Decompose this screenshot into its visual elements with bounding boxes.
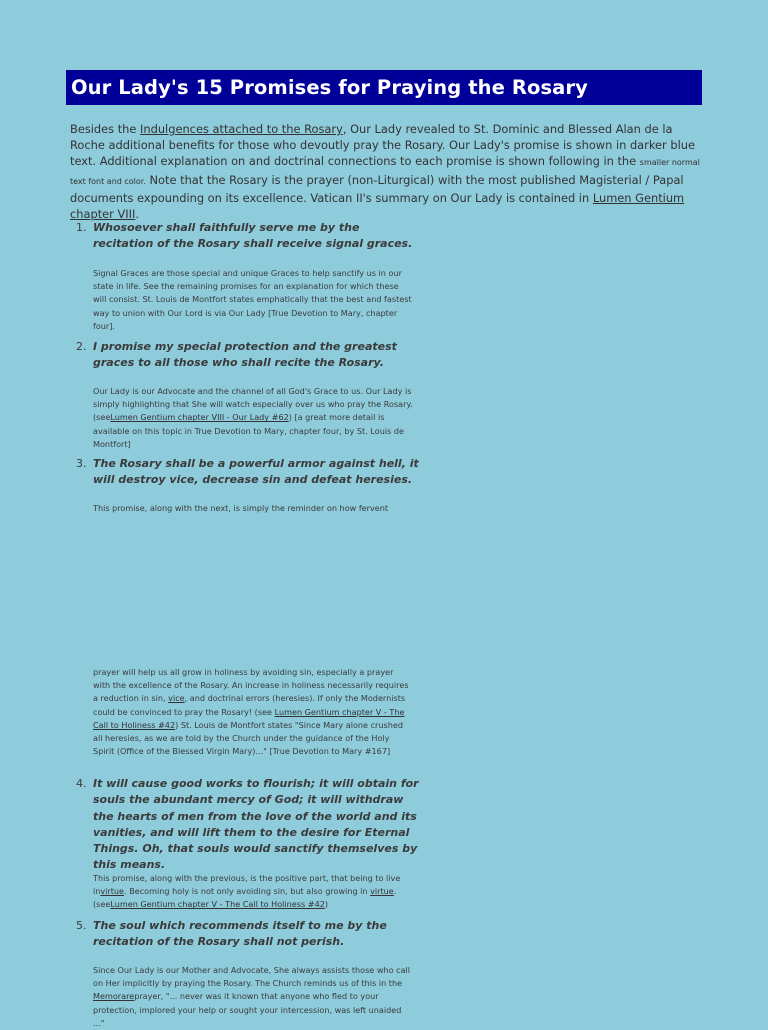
virtue-link[interactable]: virtue bbox=[370, 886, 394, 897]
explanation-text: ) bbox=[324, 899, 329, 910]
intro-text: Besides the bbox=[70, 122, 141, 136]
intro-text: Note that the Rosary is the prayer (non-Liturgical) with the most published Magisterial / Papal documents expounding on its excellence. Vatican II's summary on Our Lady is contained in bbox=[70, 172, 684, 205]
lumen-gentium-42-link[interactable]: Lumen Gentium chapter V - The Call to Holiness #42 bbox=[93, 706, 405, 730]
promise-5-explanation bbox=[93, 964, 413, 1030]
promise-3-explanation bbox=[93, 666, 413, 758]
explanation-text: . Becoming holy is not only avoiding sin, but also growing in bbox=[124, 886, 371, 897]
explanation-text: Since Our Lady is our Mother and Advocate, She always assists those who call on Her implicitly by praying the Rosary. The Church reminds us of this in the bbox=[93, 965, 411, 989]
lumen-gentium-viii-link[interactable]: Lumen Gentium chapter VIII bbox=[70, 190, 685, 222]
vice-link[interactable]: vice bbox=[168, 693, 185, 704]
promise-4-explanation bbox=[93, 872, 413, 912]
promise-text: I promise my special protection and the greatest graces to all those who shall recite the Rosary. bbox=[93, 340, 397, 370]
promise-text: The Rosary shall be a powerful armor against hell, it will destroy vice, decrease sin and defeat heresies. bbox=[93, 457, 419, 487]
explanation-text: , and doctrinal errors (heresies). If only the Modernists could be convinced to pray the Rosary! (see bbox=[93, 693, 406, 717]
explanation-text: . (see bbox=[93, 886, 397, 910]
promise-3 bbox=[76, 456, 421, 489]
promise-text: The soul which recommends itself to me by the recitation of the Rosary shall not perish. bbox=[93, 919, 387, 949]
intro-text: . bbox=[135, 207, 139, 222]
page-title: Our Lady's 15 Promises for Praying the Rosary bbox=[71, 76, 588, 99]
promise-text: Whosoever shall faithfully serve me by the recitation of the Rosary shall receive signal graces. bbox=[93, 221, 413, 251]
explanation-text: This promise, along with the previous, is the positive part, that being to live in bbox=[93, 873, 401, 897]
promise-text: It will cause good works to flourish; it will obtain for souls the abundant mercy of God; it will withdraw the hearts of men from the love of the world and its vanities, and will lift them to the desire for Eternal Things. Oh, that souls would sanctify themselves by this means. bbox=[93, 777, 419, 872]
title-bar bbox=[66, 70, 702, 105]
promise-2-explanation bbox=[93, 385, 413, 451]
explanation-text: ) [a great more detail is available on this topic in True Devotion to Mary, chapter four, by St. Louis de Montfort] bbox=[93, 412, 404, 449]
intro-paragraph bbox=[70, 121, 706, 222]
promise-number: 5. bbox=[76, 919, 87, 932]
explanation-text: prayer, "... never was it known that anyone who fled to your protection, implored your help or sought your intercession, was left unaided ..." bbox=[93, 991, 402, 1028]
explanation-text: Our Lady is our Advocate and the channel of all God's Grace to us. Our Lady is simply highlighting that She will watch especially over us who pray the Rosary. (see bbox=[93, 386, 413, 423]
promise-number: 4. bbox=[76, 777, 87, 790]
explanation-text: ) St. Louis de Montfort states "Since Mary alone crushed all heresies, as we are told by the Church under the guidance of the Holy Spirit (Office of the Blessed Virgin Mary)..." [True Devotion to Mary #167] bbox=[93, 719, 403, 757]
intro-text: , Our Lady revealed to St. Dominic and Blessed Alan de la Roche additional benefits for those who devoutly pray the Rosary. Our Lady's promise is shown in darker blue text. Additional explanation on and doctrinal connections to each promise is shown following in the bbox=[70, 122, 695, 169]
promise-3-explanation-top: This promise, along with the next, is simply the reminder on how fervent bbox=[93, 503, 389, 513]
lumen-gentium-42-link[interactable]: Lumen Gentium chapter V - The Call to Holiness #42 bbox=[110, 899, 325, 910]
lumen-gentium-62-link[interactable]: Lumen Gentium chapter VIII - Our Lady #62 bbox=[110, 412, 289, 423]
promise-number: 3. bbox=[76, 457, 87, 470]
promise-4 bbox=[76, 776, 421, 874]
promise-number: 1. bbox=[76, 221, 87, 234]
explanation-text: prayer will help us all grow in holiness by avoiding sin, especially a prayer with the excellence of the Rosary. An increase in holiness necessarily requires a reduction in sin, bbox=[93, 667, 409, 704]
memorare-link[interactable]: Memorare bbox=[93, 991, 135, 1002]
intro-small-text: smaller normal text font and color. bbox=[70, 158, 700, 186]
promise-1-explanation: Signal Graces are those special and unique Graces to help sanctify us in our state in life. See the remaining promises for an explanation for which these will consist. St. Louis de Montfort states emphatically that the best and fastest way to union with Our Lord is via Our Lady [True Devotion to Mary, chapter four]. bbox=[93, 268, 412, 331]
promise-number: 2. bbox=[76, 340, 87, 353]
promise-1 bbox=[76, 220, 421, 253]
promise-2 bbox=[76, 339, 421, 372]
virtue-link[interactable]: virtue bbox=[100, 886, 125, 897]
promise-5 bbox=[76, 918, 421, 951]
indulgences-link[interactable]: Indulgences attached to the Rosary bbox=[140, 122, 343, 136]
